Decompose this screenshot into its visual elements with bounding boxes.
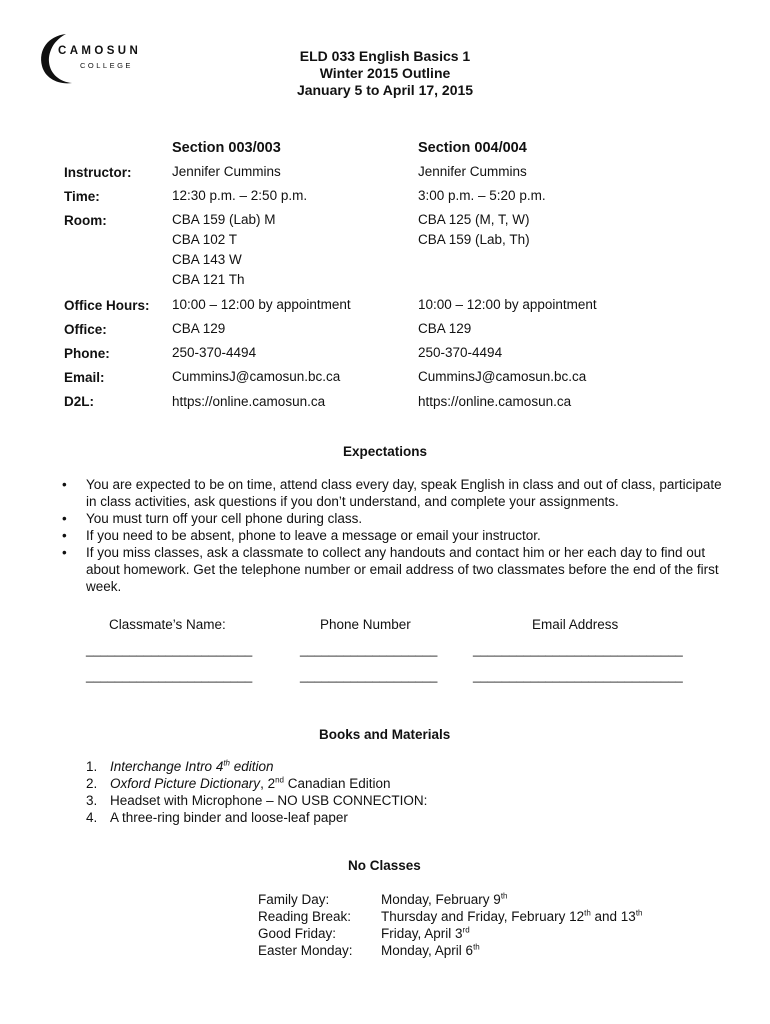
logo-subtext: COLLEGE [80, 61, 133, 70]
title-line-2: Winter 2015 Outline [319, 65, 451, 81]
room-label: Room: [64, 213, 107, 228]
list-item [86, 809, 427, 826]
office-hours-value-1: 10:00 – 12:00 by appointment [172, 297, 351, 312]
room-value-1 [172, 210, 276, 290]
list-number: 1. [86, 759, 98, 774]
instructor-value-1: Jennifer Cummins [172, 164, 281, 179]
logo-wordmark: CAMOSUN [58, 45, 142, 57]
expectation-text: You must turn off your cell phone during class. [86, 511, 363, 526]
superscript: th [223, 758, 230, 768]
superscript: th [500, 891, 508, 901]
book-edition: , 2 [260, 776, 276, 791]
title-line-3: January 5 to April 17, 2015 [296, 82, 474, 98]
office-value-1: CBA 129 [172, 321, 226, 336]
holiday-date [381, 942, 480, 959]
holiday-label: Family Day: [258, 892, 330, 907]
date-text: and 13 [590, 909, 636, 924]
books-heading: Books and Materials [319, 727, 451, 742]
email-label: Email: [64, 370, 105, 385]
email-address-blank[interactable]: _____________________________ [473, 668, 683, 683]
material-text: A three-ring binder and loose-leaf paper [110, 810, 348, 825]
room-line: CBA 159 (Lab, Th) [418, 232, 530, 247]
room-value-2 [418, 210, 530, 250]
email-value-1[interactable]: CumminsJ@camosun.bc.ca [172, 369, 341, 384]
superscript: th [473, 942, 480, 952]
list-item [62, 476, 722, 510]
time-value-2: 3:00 p.m. – 5:20 p.m. [418, 188, 546, 203]
email-address-blank[interactable]: _____________________________ [473, 642, 683, 657]
holiday-date [381, 908, 642, 925]
expectation-text: You are expected to be on time, attend class every day, speak English in class and out of class, participate in class activities, ask questions if you don’t understand, and complete your assignments. [86, 477, 722, 509]
book-title: Interchange Intro 4 [110, 759, 224, 774]
phone-label: Phone: [64, 346, 110, 361]
list-item [86, 775, 427, 792]
list-number: 2. [86, 776, 98, 791]
book-title-suffix: edition [230, 759, 274, 774]
classmate-name-header: Classmate’s Name: [109, 617, 226, 632]
room-line: CBA 125 (M, T, W) [418, 212, 530, 227]
superscript: th [635, 908, 643, 918]
holiday-date [381, 925, 470, 942]
bullet-icon: • [62, 477, 67, 492]
instructor-label: Instructor: [64, 165, 132, 180]
room-line: CBA 159 (Lab) M [172, 212, 276, 227]
date-text: Thursday and Friday, February 12 [381, 909, 585, 924]
room-line: CBA 121 Th [172, 272, 245, 287]
room-line: CBA 143 W [172, 252, 242, 267]
office-label: Office: [64, 322, 107, 337]
list-number: 4. [86, 810, 98, 825]
time-label: Time: [64, 189, 100, 204]
expectation-text: If you need to be absent, phone to leave a message or email your instructor. [86, 528, 541, 543]
holiday-label: Easter Monday: [258, 943, 353, 958]
superscript: rd [462, 925, 470, 935]
d2l-label: D2L: [64, 394, 94, 409]
expectation-text: If you miss classes, ask a classmate to collect any handouts and contact him or her each day to find out about homework. Get the telephone number or email address of two classmates before the end of the first week. [86, 545, 719, 594]
section-heading-2: Section 004/004 [418, 140, 527, 156]
d2l-link-2[interactable]: https://online.camosun.ca [418, 394, 572, 409]
phone-value-2: 250-370-4494 [418, 345, 503, 360]
no-classes-heading: No Classes [348, 858, 421, 873]
d2l-link-1[interactable]: https://online.camosun.ca [172, 394, 326, 409]
books-list [86, 758, 427, 826]
list-item [62, 527, 722, 544]
bullet-icon: • [62, 545, 67, 560]
phone-number-blank[interactable]: ___________________ [300, 642, 438, 657]
list-item [86, 758, 427, 775]
title-line-1: ELD 033 English Basics 1 [299, 48, 471, 64]
email-address-header: Email Address [532, 617, 619, 632]
instructor-value-2: Jennifer Cummins [418, 164, 527, 179]
classmate-name-blank[interactable]: _______________________ [86, 642, 253, 657]
list-item [86, 792, 427, 809]
camosun-swirl-icon [36, 30, 96, 86]
camosun-logo [36, 30, 156, 86]
phone-value-1: 250-370-4494 [172, 345, 257, 360]
expectations-list [62, 476, 722, 595]
classmate-name-blank[interactable]: _______________________ [86, 668, 253, 683]
date-text: Monday, February 9 [381, 892, 501, 907]
office-value-2: CBA 129 [418, 321, 472, 336]
holiday-label: Reading Break: [258, 909, 352, 924]
book-title: Oxford Picture Dictionary [110, 776, 261, 791]
superscript: th [584, 908, 591, 918]
room-line: CBA 102 T [172, 232, 238, 247]
bullet-icon: • [62, 528, 67, 543]
office-hours-value-2: 10:00 – 12:00 by appointment [418, 297, 597, 312]
date-text: Friday, April 3 [381, 926, 463, 941]
time-value-1: 12:30 p.m. – 2:50 p.m. [172, 188, 308, 203]
date-text: Monday, April 6 [381, 943, 474, 958]
bullet-icon: • [62, 511, 67, 526]
section-heading-1: Section 003/003 [172, 140, 281, 156]
superscript: nd [275, 775, 284, 785]
material-text: Headset with Microphone – NO USB CONNECTION: [110, 793, 428, 808]
phone-number-header: Phone Number [320, 617, 411, 632]
phone-number-blank[interactable]: ___________________ [300, 668, 438, 683]
holiday-label: Good Friday: [258, 926, 337, 941]
list-number: 3. [86, 793, 98, 808]
document-title [200, 48, 570, 99]
office-hours-label: Office Hours: [64, 298, 150, 313]
expectations-heading: Expectations [343, 444, 428, 459]
list-item [62, 544, 722, 595]
email-value-2[interactable]: CumminsJ@camosun.bc.ca [418, 369, 587, 384]
holiday-date [381, 891, 507, 908]
list-item [62, 510, 722, 527]
book-edition-suffix: Canadian Edition [283, 776, 391, 791]
